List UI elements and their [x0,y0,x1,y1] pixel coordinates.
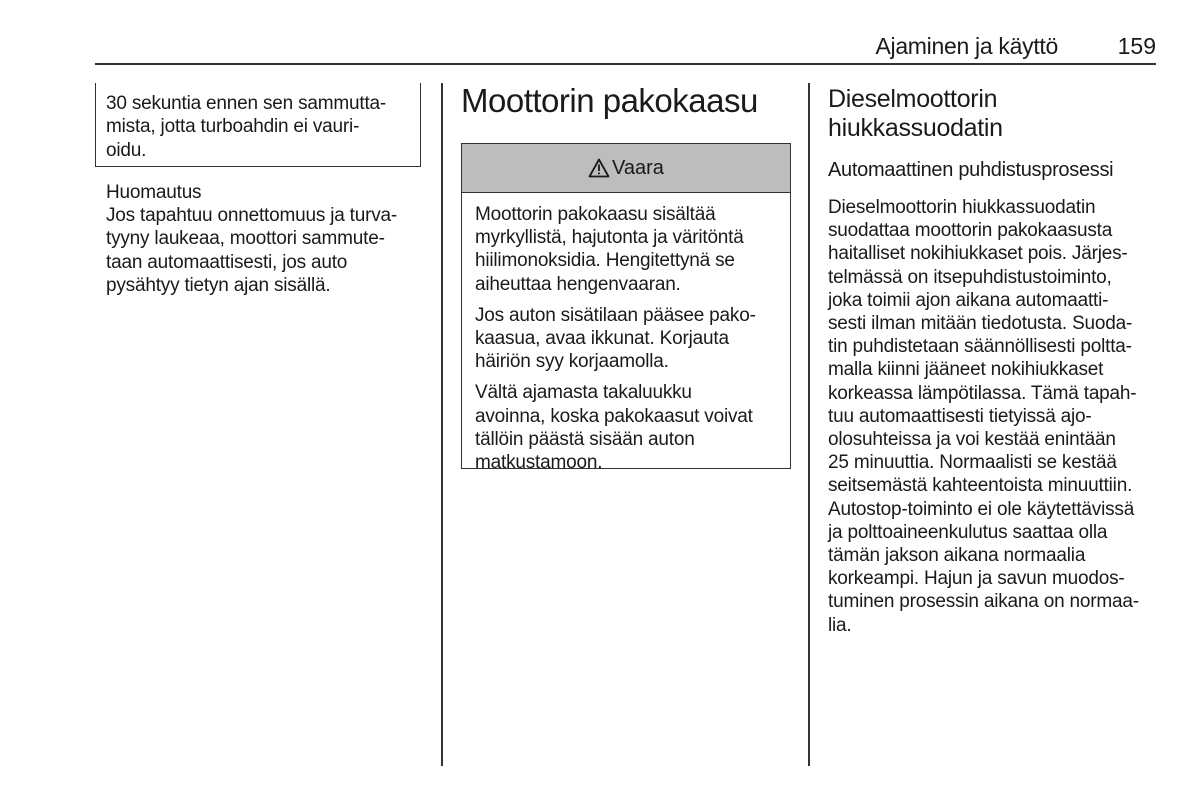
text-line: Autostop-toiminto ei ole käytettävissä [828,498,1135,520]
warning-paragraph [475,381,778,474]
text-line: aiheuttaa hengenvaaran. [475,273,681,295]
warning-label: Vaara [612,156,664,179]
text-line: suodattaa moottorin pakokaasusta [828,220,1113,242]
text-line: oidu. [106,139,147,161]
continued-box-text [106,92,418,162]
text-line: tällöin päästä sisään auton [475,428,695,450]
text-line: pysähtyy tietyn ajan sisällä. [106,274,331,296]
page-number: 159 [1117,33,1156,59]
text-line: Jos tapahtuu onnettomuus ja turva- [106,205,398,227]
text-line: tuminen prosessin aikana on normaa- [828,591,1139,613]
text-line: ja polttoaineenkulutus saattaa olla [828,521,1108,543]
text-line: tyyny laukeaa, moottori sammute- [106,228,385,250]
text-line: Moottorin pakokaasu sisältää [475,204,716,225]
note-block [106,181,426,297]
text-line: häiriön syy korjaamolla. [475,351,669,373]
warning-paragraph [475,203,778,296]
danger-warning-box [461,143,791,474]
text-line: korkeampi. Hajun ja savun muodos- [828,568,1125,590]
text-line: tämän jakson aikana normaalia [828,545,1086,567]
text-line: korkeassa lämpötilassa. Tämä tapah- [828,382,1137,404]
diesel-filter-body [828,196,1158,637]
text-line: tin puhdistetaan säännöllisesti poltta- [828,336,1132,358]
column-divider-2 [808,83,810,766]
text-line: telmässä on itsepuhdistustoiminto, [828,266,1112,288]
text-line: avoinna, koska pakokaasut voivat [475,405,753,427]
text-line: haitalliset nokihiukkaset pois. Järjes- [828,243,1128,265]
section-heading-exhaust: Moottorin pakokaasu [461,82,758,119]
text-line: 25 minuuttia. Normaalisti se kestää [828,452,1117,474]
text-line: mista, jotta turboahdin ei vauri- [106,116,360,138]
note-heading: Huomautus [106,182,202,203]
text-line: hiilimonoksidia. Hengitettynä se [475,250,735,272]
section-heading-diesel-filter [828,85,1003,143]
column-divider-1 [441,83,443,766]
text-line: sesti ilman mitään tiedotusta. Suoda- [828,313,1133,335]
header-rule [95,63,1156,65]
warning-paragraph [475,304,778,374]
text-line: kaasua, avaa ikkunat. Korjauta [475,328,729,350]
heading-line: Dieselmoottorin [828,85,998,113]
text-line: tuu automaattisesti tietyissä ajo- [828,405,1092,427]
subheading-cleaning-process: Automaattinen puhdistusprosessi [828,159,1114,181]
text-line: taan automaattisesti, jos auto [106,251,348,273]
heading-line: hiukkassuodatin [828,114,1003,142]
text-line: olosuhteissa ja voi kestää enintään [828,429,1116,451]
text-line: 30 sekuntia ennen sen sammutta- [106,93,387,114]
warning-header [462,144,790,193]
text-line: malla kiinni jääneet nokihiukkaset [828,359,1104,381]
text-line: lia. [828,614,852,636]
chapter-title: Ajaminen ja käyttö [875,33,1058,59]
text-line: Vältä ajamasta takaluukku [475,382,692,404]
text-line: myrkyllistä, hajutonta ja väritöntä [475,227,744,249]
text-line: joka toimii ajon aikana automaatti- [828,289,1109,311]
text-line: seitsemästä kahteentoista minuuttiin. [828,475,1133,497]
text-line: Jos auton sisätilaan pääsee pako- [475,304,756,326]
text-line: Dieselmoottorin hiukkassuodatin [828,197,1096,218]
warning-triangle-icon [588,158,610,178]
warning-body [462,193,790,474]
text-line: matkustamoon. [475,452,603,474]
